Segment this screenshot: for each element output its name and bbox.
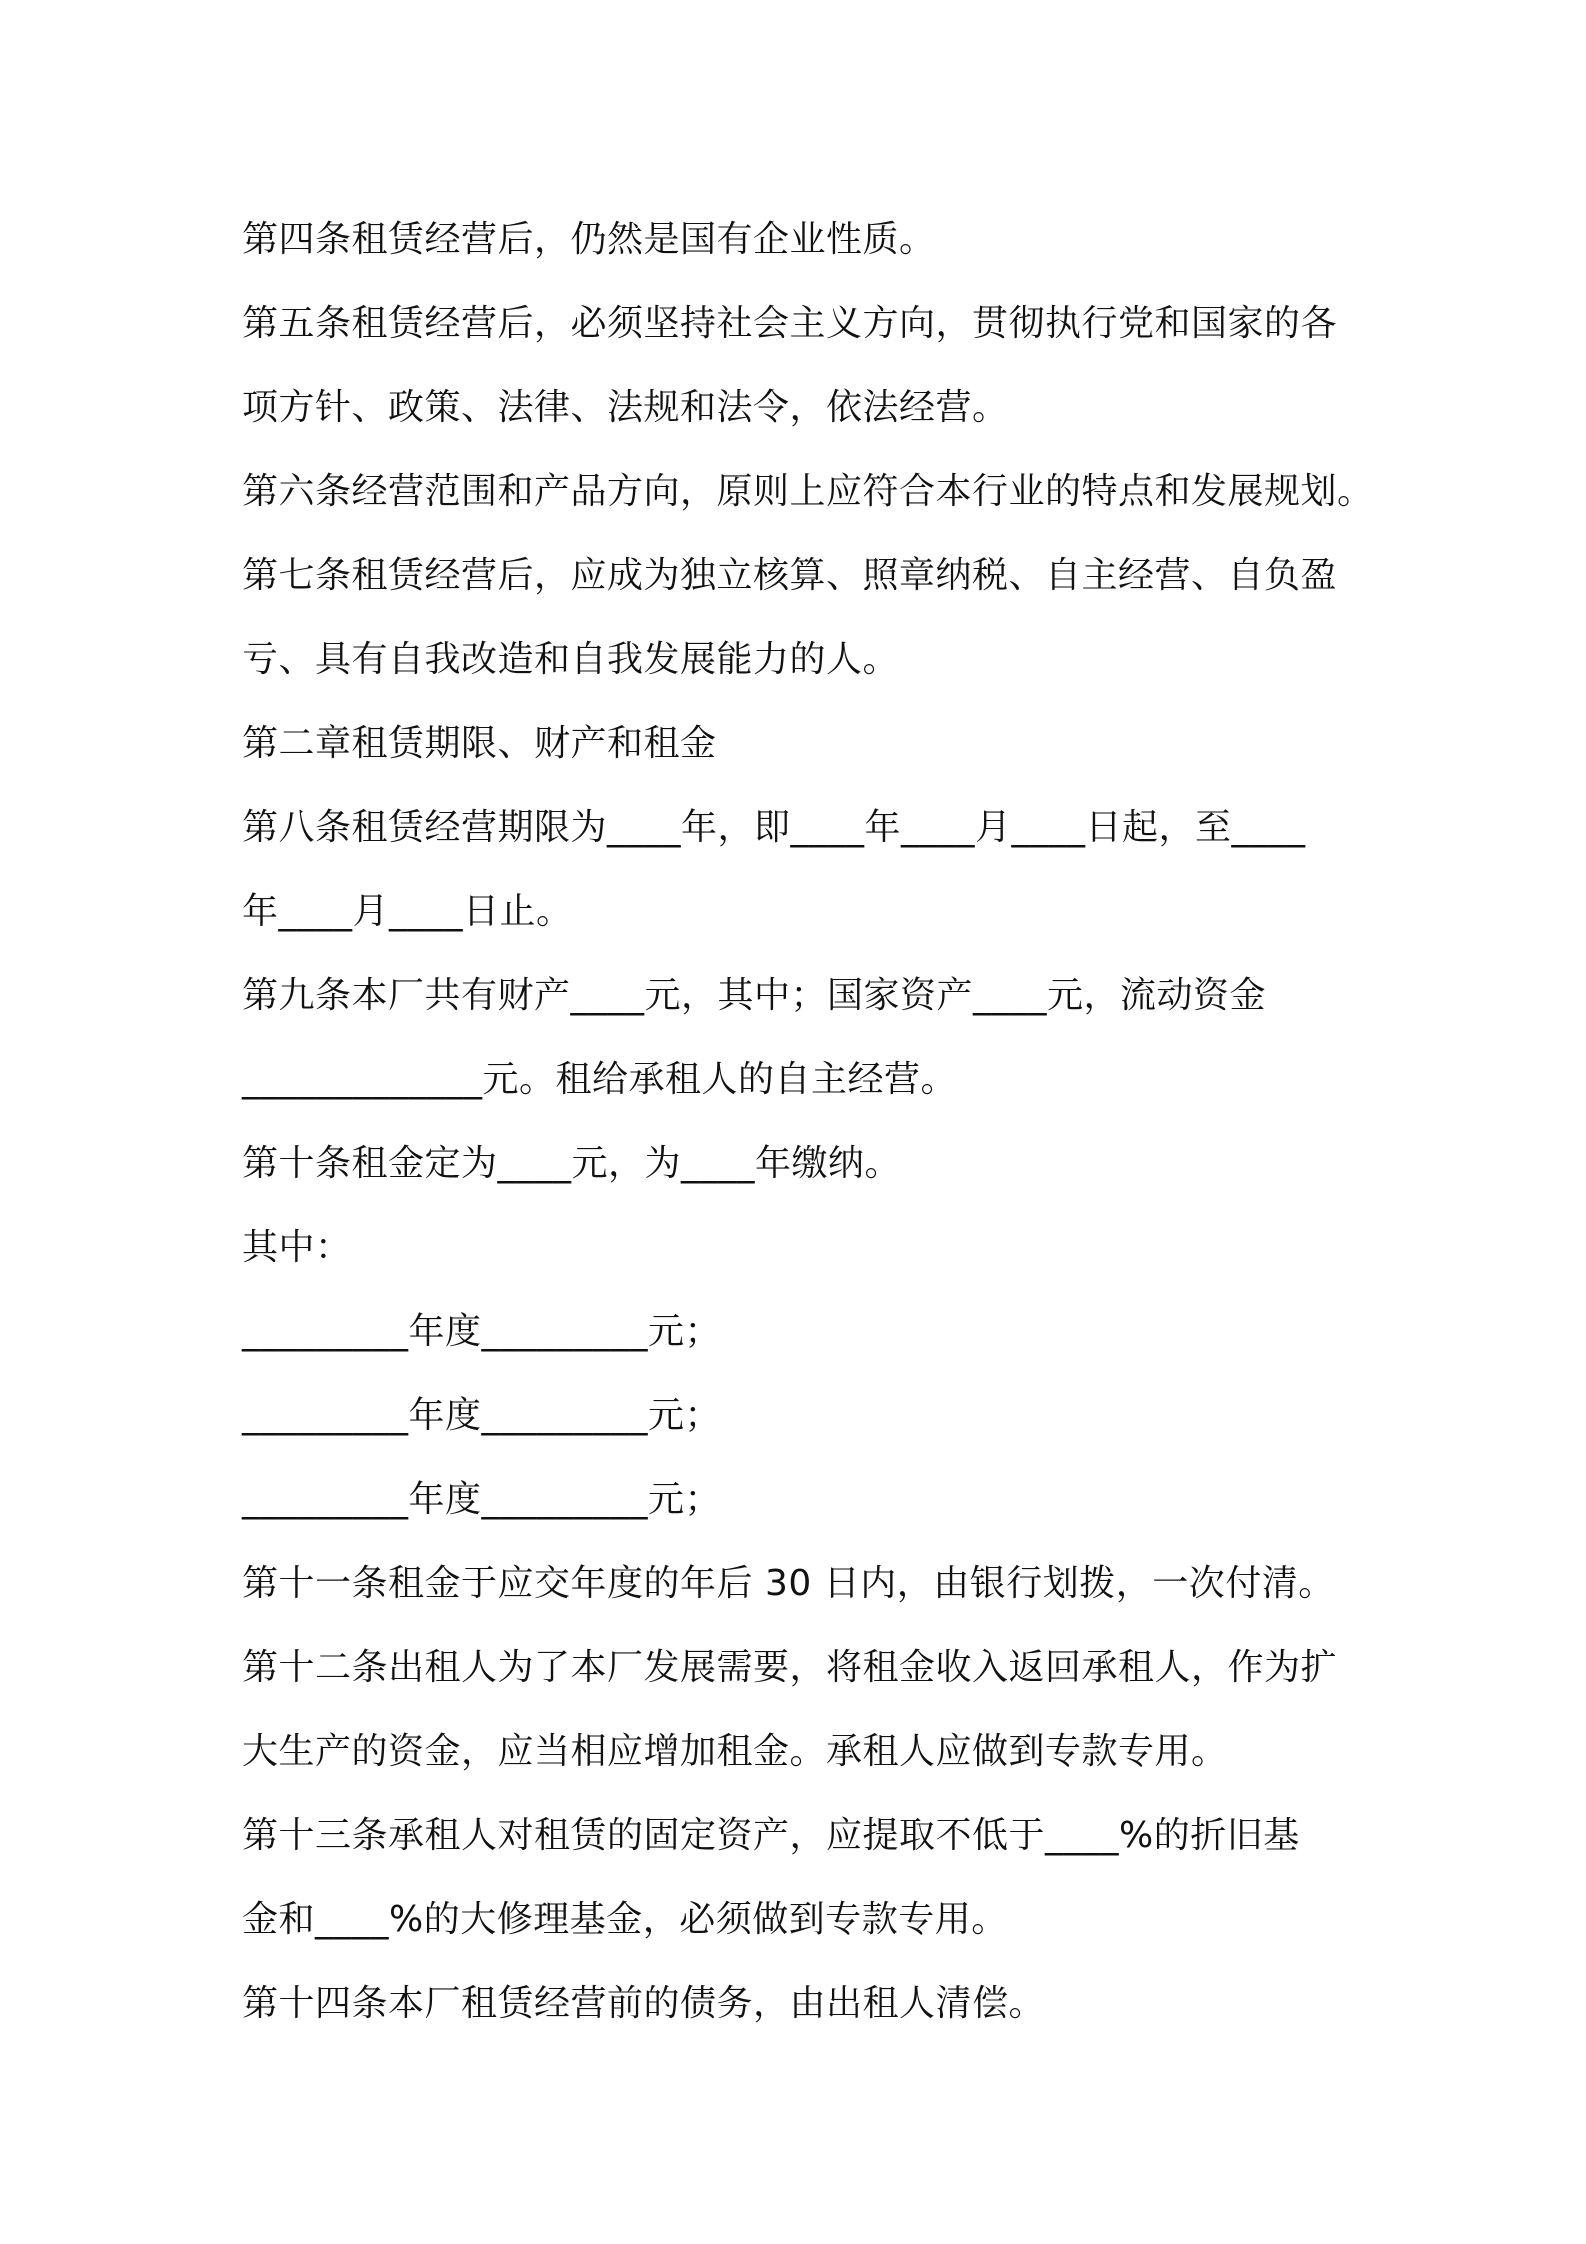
annual-rent-line-2: _________年度_________元； [242,1395,722,1436]
article-10-subheading: 其中： [242,1227,352,1268]
article-12-line-1: 第十二条出租人为了本厂发展需要，将租金收入返回承租人，作为扩 [242,1647,1338,1688]
annual-rent-line-3: _________年度_________元； [242,1479,722,1520]
article-5-line-1: 第五条租赁经营后，必须坚持社会主义方向，贯彻执行党和国家的各 [242,303,1338,344]
article-11-line: 第十一条租金于应交年度的年后 30 日内，由银行划拨，一次付清。 [242,1563,1335,1604]
article-8-line-2: 年____月____日止。 [242,891,573,932]
article-6-line: 第六条经营范围和产品方向，原则上应符合本行业的特点和发展规划。 [242,471,1374,512]
article-10-line: 第十条租金定为____元，为____年缴纳。 [242,1143,902,1184]
document-body [242,198,1382,2046]
article-5-line-2: 项方针、政策、法律、法规和法令，依法经营。 [242,387,1009,428]
article-4-line: 第四条租赁经营后，仍然是国有企业性质。 [242,219,936,260]
article-9-line-2: _____________元。租给承租人的自主经营。 [242,1059,958,1100]
article-14-line: 第十四条本厂租赁经营前的债务，由出租人清偿。 [242,1983,1046,2024]
article-9-line-1: 第九条本厂共有财产____元，其中；国家资产____元，流动资金 [242,975,1267,1016]
annual-rent-line-1: _________年度_________元； [242,1311,722,1352]
article-7-line-2: 亏、具有自我改造和自我发展能力的人。 [242,639,900,680]
article-13-line-2: 金和____%的大修理基金，必须做到专款专用。 [242,1899,1008,1940]
article-13-line-1: 第十三条承租人对租赁的固定资产，应提取不低于____%的折旧基 [242,1815,1300,1856]
chapter-2-heading: 第二章租赁期限、财产和租金 [242,723,717,764]
article-12-line-2: 大生产的资金，应当相应增加租金。承租人应做到专款专用。 [242,1731,1228,1772]
article-8-line-1: 第八条租赁经营期限为____年，即____年____月____日起，至____ [242,807,1306,848]
article-7-line-1: 第七条租赁经营后，应成为独立核算、照章纳税、自主经营、自负盈 [242,555,1338,596]
